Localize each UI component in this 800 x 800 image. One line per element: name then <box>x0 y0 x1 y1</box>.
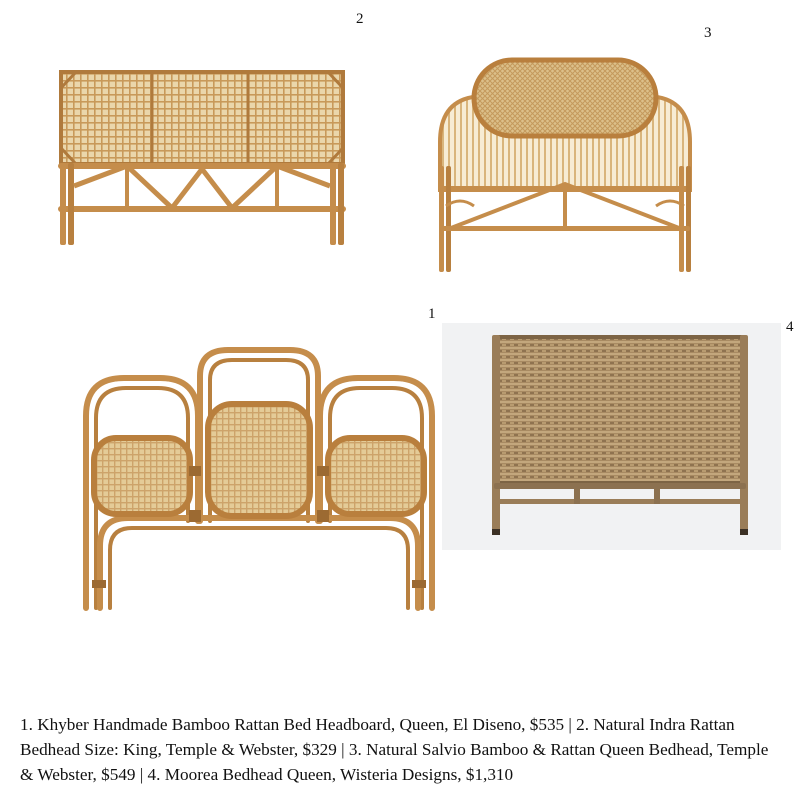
item-number-2: 2 <box>356 11 364 27</box>
headboard-3-illustration <box>430 56 700 274</box>
product-image-salvio-headboard[interactable] <box>430 56 700 274</box>
headboard-2-illustration <box>52 66 352 246</box>
product-image-khyber-headboard[interactable] <box>78 346 440 614</box>
item-number-4: 4 <box>786 319 794 335</box>
headboard-1-illustration <box>78 346 440 614</box>
product-image-moorea-headboard[interactable] <box>442 323 781 550</box>
item-number-1: 1 <box>428 306 436 322</box>
headboard-4-illustration <box>442 323 781 550</box>
item-number-3: 3 <box>704 25 712 41</box>
product-caption: 1. Khyber Handmade Bamboo Rattan Bed Headboard, Queen, El Diseno, $535 | 2. Natural Indra Rattan Bedhead Size: King, Temple & Webster, $329 | 3. Natural Salvio Bamboo & Rattan Queen Bedhead, Temple & Webster, $549 | 4. Moorea Bedhead Queen, Wisteria Designs, $1,310 <box>20 715 769 784</box>
product-image-indra-headboard[interactable] <box>52 66 352 246</box>
